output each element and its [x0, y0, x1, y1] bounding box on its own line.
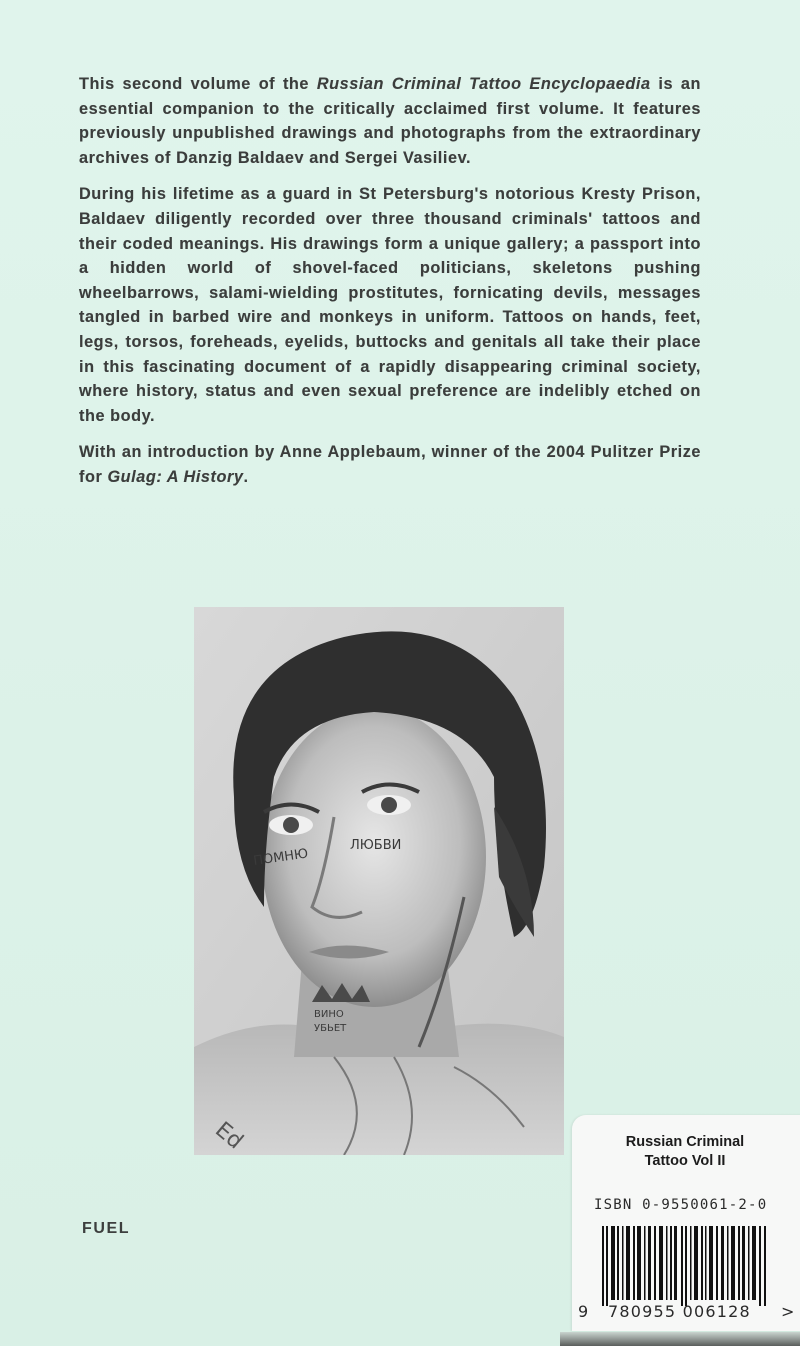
- text-span: .: [243, 467, 249, 486]
- blurb-text: [79, 72, 701, 502]
- quiet-zone-arrow-icon: >: [781, 1302, 796, 1321]
- ean-digits: 780955 006128: [608, 1302, 751, 1321]
- bottom-edge-shadow: [560, 1332, 800, 1346]
- publisher-logo: FUEL: [82, 1220, 131, 1237]
- isbn-label: ISBN 0-9550061-2-0: [594, 1197, 768, 1213]
- sticker-title: [572, 1133, 798, 1171]
- barcode-sticker: [572, 1115, 800, 1331]
- blurb-paragraph-2: During his lifetime as a guard in St Petersburg's notorious Kresty Prison, Baldaev diligently recorded over three thousand criminals' tattoos and their coded meanings. His drawings form a unique gallery; a passport into a hidden world of shovel-faced politicians, skeletons pushing wheelbarrows, salami-wielding prostitutes, fornicating devils, messages tangled in barbed wire and monkeys in uniform. Tattoos on hands, feet, legs, torsos, foreheads, eyelids, buttocks and genitals all take their place in this fascinating document of a rapidly disappearing criminal society, where history, status and even sexual preference are indelibly etched on the body.: [79, 185, 701, 425]
- cover-photo: [194, 607, 564, 1155]
- face-tattoo-right: ЛЮБВИ: [350, 838, 402, 853]
- text-span: This second volume of the: [79, 75, 317, 93]
- chin-tattoo-line-2: УБЬЕТ: [314, 1023, 347, 1034]
- blurb-paragraph-1: [79, 72, 701, 170]
- ean-first-digit: 9: [578, 1302, 589, 1321]
- book-title-italic: Russian Criminal Tattoo Encyclopaedia: [316, 75, 651, 93]
- award-book-italic: Gulag: A History: [107, 467, 244, 486]
- text-span: is an essential companion to the critically acclaimed first volume. It features previously unpublished drawings and photographs from the extraordinary archives of Danzig Baldaev and Sergei Vasiliev.: [79, 75, 701, 167]
- face-tattoo-left: ПОМНЮ: [252, 846, 310, 869]
- chin-tattoo-line-1: ВИНО: [314, 1009, 344, 1020]
- sticker-title-line-1: Russian Criminal: [625, 1134, 745, 1150]
- sticker-title-line-2: Tattoo Vol II: [644, 1153, 726, 1169]
- text-span: With an introduction by Anne Applebaum, winner of the 2004 Pulitzer Prize for: [79, 443, 701, 486]
- portrait-illustration: [194, 607, 564, 1155]
- svg-text:Ed: Ed: [210, 1117, 248, 1155]
- blurb-paragraph-3: [79, 440, 701, 489]
- barcode-icon: [602, 1226, 768, 1306]
